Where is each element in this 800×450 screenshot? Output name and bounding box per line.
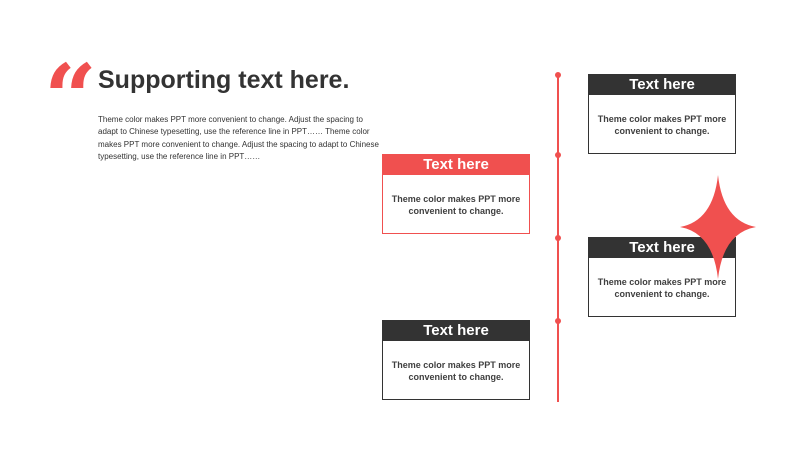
timeline-dot-4 — [555, 318, 561, 324]
card-title: Text here — [589, 75, 735, 95]
quote-mark-icon: “ — [44, 44, 97, 152]
timeline-dot-2 — [555, 152, 561, 158]
card-title: Text here — [383, 155, 529, 175]
body-text: Theme color makes PPT more convenient to change. Adjust the spacing to adapt to Chinese typesetting, use the reference line in PPT…… Theme color makes PPT more convenient to change. Adjust the spacing to adapt to Chinese typesetting, use the reference line in PPT…… — [98, 115, 379, 161]
card-text: Theme color makes PPT more convenient to change. — [391, 360, 521, 382]
card-text: Theme color makes PPT more convenient to change. — [391, 194, 521, 216]
sparkle-icon — [680, 175, 756, 279]
card-title: Text here — [589, 238, 735, 258]
timeline-dot-3 — [555, 235, 561, 241]
timeline-card-2 — [382, 154, 530, 234]
page-title: Supporting text here. — [98, 66, 350, 94]
card-text: Theme color makes PPT more convenient to change. — [597, 114, 727, 136]
timeline-card-1 — [588, 74, 736, 154]
card-text: Theme color makes PPT more convenient to change. — [597, 277, 727, 299]
timeline-dot-1 — [555, 72, 561, 78]
timeline-card-4 — [382, 320, 530, 400]
card-title: Text here — [383, 321, 529, 341]
